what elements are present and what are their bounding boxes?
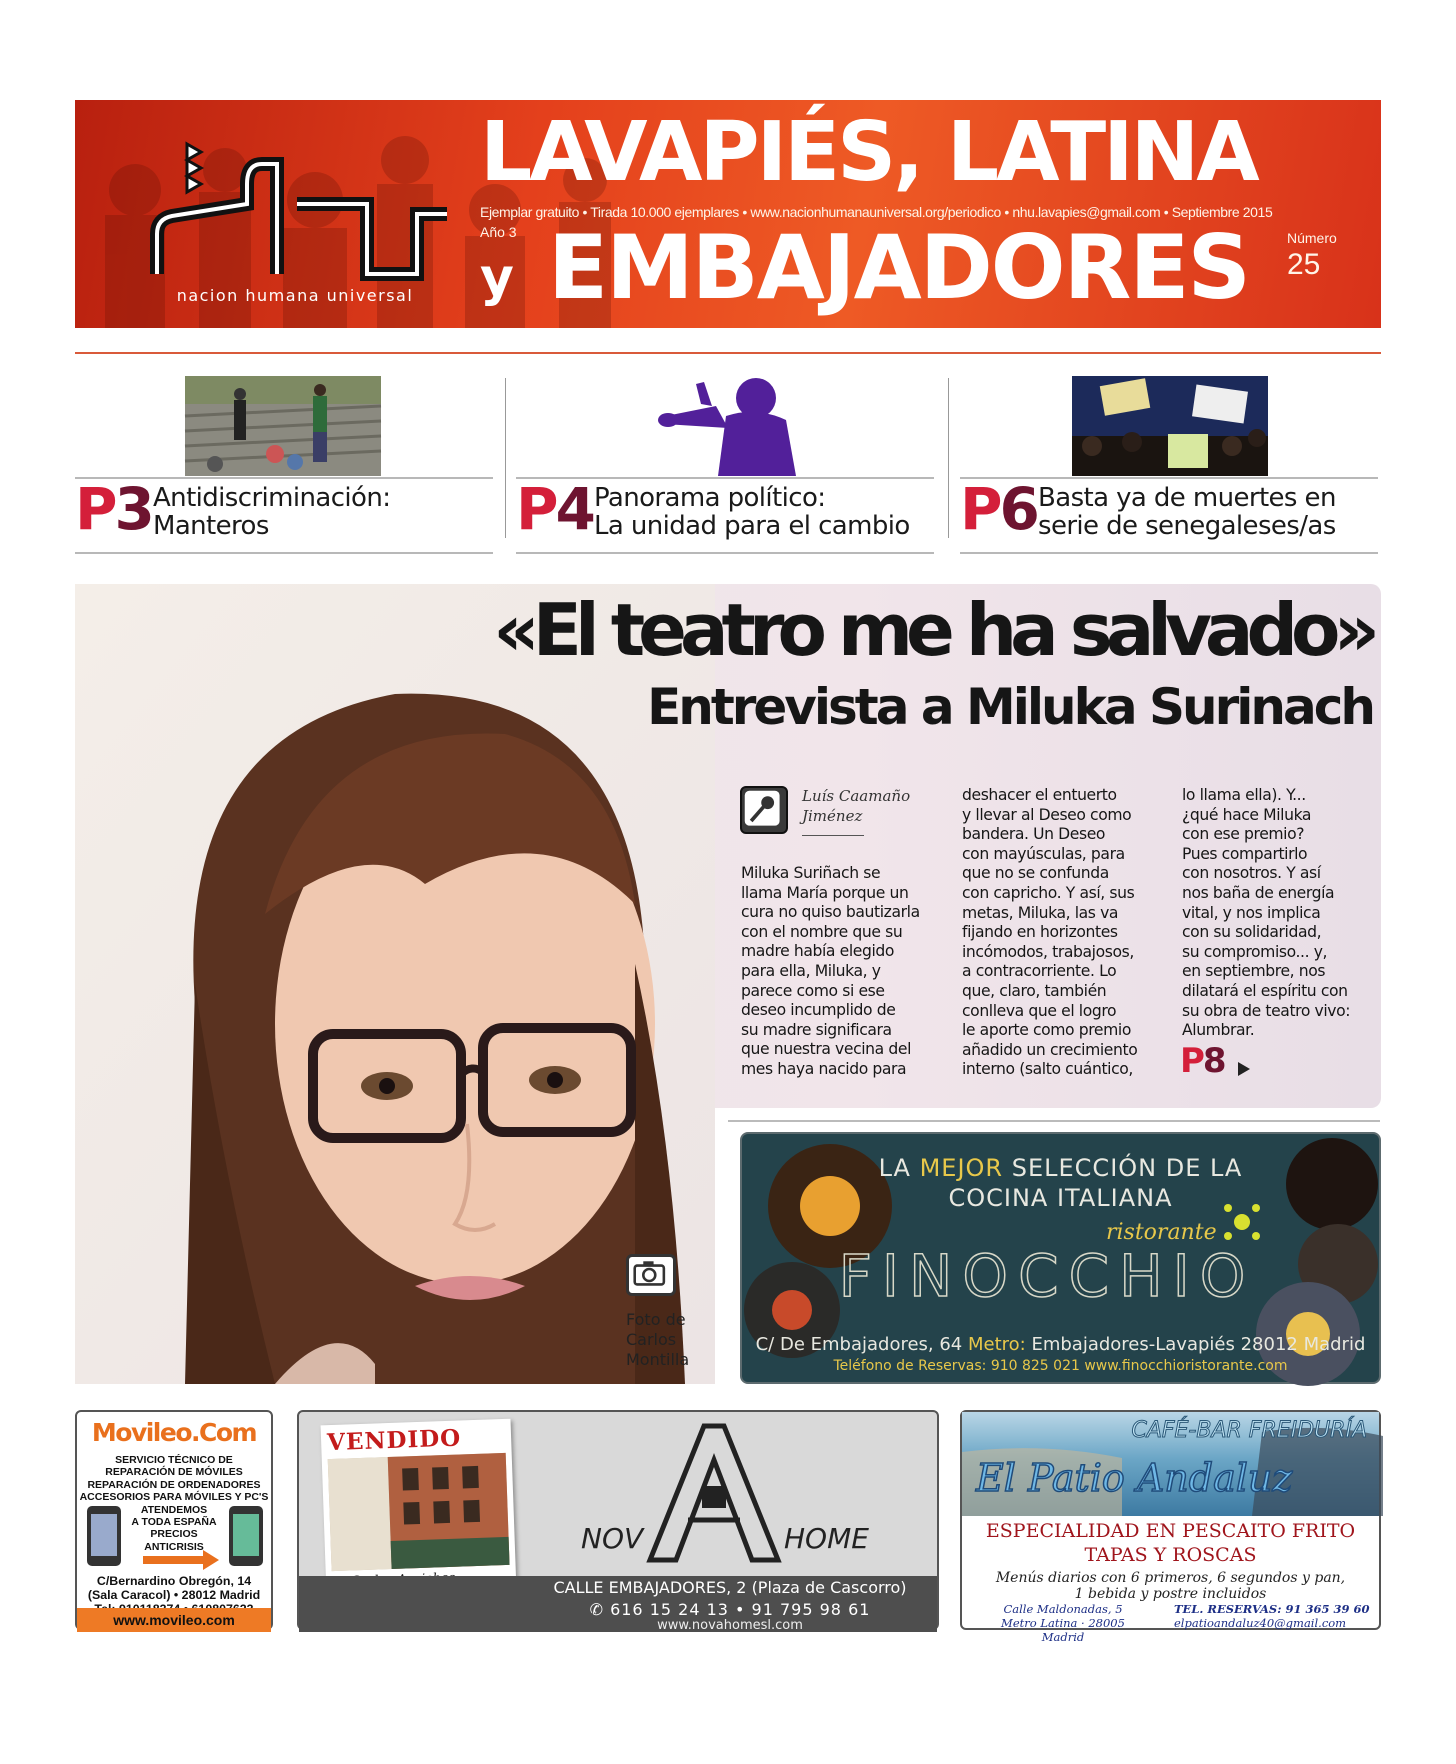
movileo-services: SERVICIO TÉCNICO DE REPARACIÓN DE MÓVILES REPARACIÓN DE ORDENADORES ACCESORIOS PARA MÓVILES Y PC'S ATENDEMOS A TODA ESPAÑA PRECIOS ANTICRISIS bbox=[79, 1454, 269, 1553]
logo-tagline: nacion humana universal bbox=[176, 286, 414, 305]
finocchio-name: FINOCCHIO bbox=[838, 1242, 1256, 1310]
manteros-photo bbox=[185, 376, 381, 476]
novahome-brand-right: HOME bbox=[784, 1522, 869, 1555]
author-rule bbox=[802, 835, 864, 836]
movileo-ad[interactable] bbox=[75, 1410, 273, 1630]
masthead-meta: Ejemplar gratuito • Tirada 10.000 ejemplares • www.nacionhumanauniversal.org/periodico • nhu.lavapies@gmail.com • Septiembre 2015 bbox=[480, 204, 1273, 220]
ad-divider bbox=[728, 1120, 1380, 1122]
masthead-title-line2: EMBAJADORES bbox=[548, 216, 1249, 319]
movileo-website[interactable]: www.movileo.com bbox=[113, 1612, 235, 1628]
patio-name: El Patio Andaluz bbox=[976, 1456, 1293, 1500]
masthead bbox=[75, 100, 1381, 328]
feature-quote: «El teatro me ha salvado» bbox=[493, 588, 1373, 672]
column-divider bbox=[948, 378, 949, 538]
finocchio-headline: LA MEJOR SELECCIÓN DE LA bbox=[878, 1154, 1243, 1182]
patio-speciality: ESPECIALIDAD EN PESCAITO FRITO bbox=[985, 1520, 1356, 1542]
feature-column-2: deshacer el entuerto y llevar al Deseo como bandera. Un Deseo con mayúsculas, para que no se confunda con capricho. Y así, sus metas, Miluka, las va fijando en horizontes incómodos, trabajosos, a contracorriente. Lo que, claro, también conlleva que el logro le aporte como premio añadido un crecimiento interno (salto cuántico, bbox=[962, 786, 1138, 1079]
masthead-title-y: y bbox=[480, 248, 514, 308]
patio-contact: TEL. RESERVAS: 91 365 39 60 elpatioandaluz40@gmail.com bbox=[1174, 1602, 1370, 1630]
novahome-brand-left: NOV bbox=[581, 1522, 644, 1555]
novahome-ad[interactable] bbox=[297, 1410, 939, 1633]
finocchio-address: C/ De Embajadores, 64 Metro: Embajadores-Lavapiés 28012 Madrid bbox=[755, 1334, 1366, 1355]
patio-tapas: TAPAS Y ROSCAS bbox=[1084, 1544, 1257, 1566]
teaser-headline: Antidiscriminación: Manteros bbox=[153, 483, 391, 541]
patio-cafe-bar: CAFÉ-BAR FREIDURÍA bbox=[1131, 1418, 1367, 1443]
play-arrow-icon bbox=[1238, 1062, 1250, 1076]
teaser-page-number: P3 bbox=[75, 475, 152, 543]
novahome-phones: ✆ 616 15 24 13 • 91 795 98 61 bbox=[589, 1600, 871, 1619]
feature-column-1: Miluka Suriñach se llama María porque un cura no quiso bautizarla con el nombre que su madre había elegido para ella, Miluka, y parece como si ese deseo incumplido de su madre significara que nuestra vecina del mes haya nacido para bbox=[741, 864, 920, 1078]
column-divider bbox=[505, 378, 506, 538]
camera-icon bbox=[626, 1254, 676, 1296]
teaser-p6[interactable] bbox=[960, 376, 1378, 556]
continue-page-link[interactable]: P8 bbox=[1180, 1041, 1225, 1081]
building-photo bbox=[328, 1453, 510, 1571]
teaser-rule bbox=[960, 552, 1378, 554]
microphone-icon bbox=[740, 786, 788, 834]
teaser-rule bbox=[75, 552, 493, 554]
issue-number-label: Número bbox=[1287, 230, 1337, 246]
teaser-p3[interactable] bbox=[75, 376, 493, 556]
movileo-brand: Movileo.Com bbox=[91, 1418, 257, 1447]
protest-photo bbox=[1072, 376, 1268, 476]
novahome-logo bbox=[644, 1420, 784, 1570]
patio-address: Calle Maldonadas, 5 Metro Latina · 28005 Madrid bbox=[1001, 1602, 1125, 1644]
phone-icon: ✆ bbox=[589, 1600, 611, 1619]
sold-stamp: VENDIDO bbox=[326, 1424, 462, 1457]
masthead-title-line1: LAVAPIÉS, LATINA bbox=[480, 105, 1257, 200]
finocchio-ad[interactable] bbox=[740, 1132, 1381, 1384]
movileo-address: C/Bernardino Obregón, 14 (Sala Caracol) • 28012 Madrid bbox=[87, 1574, 261, 1602]
teaser-page-number: P4 bbox=[516, 475, 593, 543]
teaser-headline: Basta ya de muertes en serie de senegaleses/as bbox=[1038, 483, 1336, 541]
finocchio-ristorante: ristorante bbox=[1106, 1220, 1217, 1245]
photo-credit: Foto de Carlos Montilla bbox=[626, 1310, 690, 1369]
teaser-page-number: P6 bbox=[960, 475, 1037, 543]
patio-menu: Menús diarios con 6 primeros, 6 segundos y pan, 1 bebida y postre incluidos bbox=[995, 1570, 1346, 1602]
feature-column-3: lo llama ella). Y... ¿qué hace Miluka con ese premio? Pues compartirlo con nosotros. Y así nos baña de energía vital, y nos implica con su solidaridad, su compromiso... y, en septiembre, nos dilatará el espíritu con su obra de teatro vivo: Alumbrar. bbox=[1182, 786, 1351, 1040]
teaser-headline: Panorama político: La unidad para el cambio bbox=[594, 483, 910, 541]
teaser-p4[interactable] bbox=[516, 376, 934, 556]
header-divider bbox=[75, 352, 1381, 354]
feature-subtitle: Entrevista a Miluka Surinach bbox=[647, 678, 1373, 736]
finocchio-phone: Teléfono de Reservas: 910 825 021 www.finocchioristorante.com bbox=[833, 1358, 1288, 1374]
patio-andaluz-ad[interactable] bbox=[960, 1410, 1381, 1644]
finocchio-subheadline: COCINA ITALIANA bbox=[948, 1184, 1173, 1212]
issue-number: 25 bbox=[1287, 248, 1321, 281]
teaser-rule bbox=[516, 552, 934, 554]
phones-arrow-graphic bbox=[83, 1500, 269, 1570]
novahome-website[interactable]: www.novahomesl.com bbox=[657, 1618, 803, 1633]
politician-silhouette bbox=[646, 376, 842, 476]
masthead-year: Año 3 bbox=[480, 224, 517, 240]
feature-author: Luís Caamaño Jiménez bbox=[802, 787, 911, 825]
novahome-address: CALLE EMBAJADORES, 2 (Plaza de Cascorro) bbox=[553, 1578, 907, 1597]
